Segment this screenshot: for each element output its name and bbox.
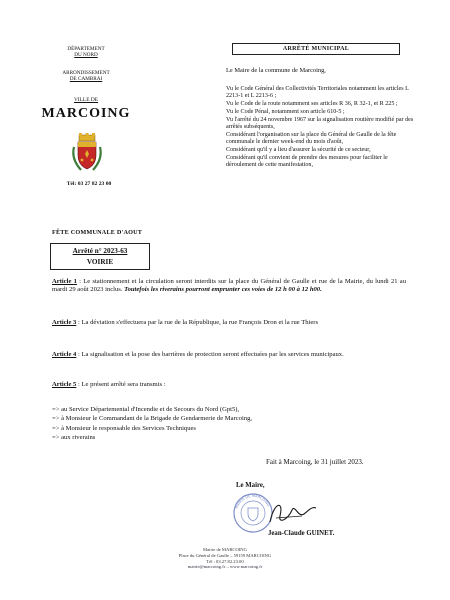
considerant: Considérant qu'il y a lieu d'assurer la sécurité de ce secteur, [226, 146, 371, 153]
footer-website[interactable]: www.marcoing.fr [229, 564, 263, 570]
document-title: ARRÊTÉ MUNICIPAL [232, 43, 400, 55]
considerant: Vu le Code Pénal, notamment son article 610-5 ; [226, 108, 345, 115]
signature-date: Fait à Marcoing, le 31 juillet 2023. [266, 458, 364, 466]
phone-number: Tél: 03 27 82 23 00 [66, 181, 112, 187]
svg-text:MAIRIE DE MARCOING: MAIRIE DE MARCOING [234, 493, 271, 510]
article-text: : Le stationnement et la circulation seront interdits sur la place du Général de Gaulle et rue de la Mairie, du lundi 21 au mardi 29 août 2023 inclus. [52, 278, 406, 293]
considerants-list [226, 86, 416, 170]
recipient-item: => aux riverains [52, 434, 96, 442]
arrondissement-line: DE CAMBRAI [69, 76, 103, 83]
department-line: DU NORD [74, 52, 98, 59]
signatory-name: Jean-Claude GUINET. [268, 530, 335, 537]
article-label: Article 4 [52, 351, 77, 358]
article-3 [52, 319, 406, 327]
article-1 [52, 278, 406, 294]
department-line: DÉPARTEMENT [67, 46, 105, 52]
article-5 [52, 381, 406, 389]
article-text: : Le présent arrêté sera transmis : [76, 381, 166, 388]
recipient-item: => à Monsieur le Commandant de la Brigade de Gendarmerie de Marcoing, [52, 415, 253, 423]
recipients-list [52, 405, 406, 443]
article-emphasis: Toutefois les riverains pourront emprunter ces voies de 12 h 00 à 12 h00. [124, 286, 322, 293]
footer [125, 547, 325, 570]
footer-line: Mairie de MARCOING [203, 547, 247, 552]
ville-label: VILLE DE [73, 97, 99, 103]
town-name: MARCOING [41, 106, 131, 121]
footer-line: Place du Général de Gaulle – 59159 MARCOING [178, 552, 272, 558]
article-4 [52, 351, 406, 359]
arrete-number: Arrêté n° 2023-63 [72, 247, 128, 255]
department-block [46, 46, 126, 59]
article-text: : La déviation s'effectuera par la rue de la République, la rue François Dron et la rue Thiers [76, 319, 319, 326]
recipient-item: => à Monsieur le responsable des Services Techniques [52, 424, 197, 432]
signatory-title: Le Maire, [236, 482, 265, 489]
article-label: Article 1 [52, 278, 77, 285]
arrondissement-block [46, 70, 126, 83]
considerant: Considérant l'organisation sur la place du Général de Gaulle de la fête communale le dernier week-end du mois d'août, [226, 131, 397, 146]
considerant: Vu le Code de la route notamment ses articles R 36, R 32-1, et R 225 ; [226, 101, 398, 108]
considerant: Vu l'arrêté du 24 novembre 1967 sur la signalisation routière modifié par des arrêtés subséquents, [226, 116, 414, 130]
coat-of-arms-icon [70, 133, 104, 173]
considerant: Vu le Code Général des Collectivités Territoriales notamment les articles L 2213-1 et L 2213-6 ; [226, 86, 409, 100]
article-text: : La signalisation et la pose des barrières de protection seront effectuées par les services municipaux. [76, 351, 344, 358]
footer-email[interactable]: mairie@marcoing.fr [187, 564, 226, 570]
arrete-number-box [50, 243, 150, 270]
arrondissement-line: ARRONDISSEMENT [62, 70, 110, 76]
recipient-item: => au Service Départemental d'Incendie et de Secours du Nord (Gpt5), [52, 406, 240, 413]
maire-line: Le Maire de la commune de Marcoing, [226, 67, 326, 74]
arrete-type: VOIRIE [86, 258, 114, 266]
article-label: Article 5 [52, 381, 77, 388]
subject-heading: FÊTE COMMUNALE D'AOUT [52, 229, 143, 236]
handwritten-signature [262, 496, 322, 530]
footer-line: Tél : 03.27.82.23.00 [206, 558, 244, 564]
article-label: Article 3 [52, 319, 77, 326]
footer-contact: mairie@marcoing.fr – www.marcoing.fr [187, 564, 263, 570]
considerant: Considérant qu'il convient de prendre des mesures pour faciliter le déroulement de cette manifestation, [226, 154, 388, 168]
